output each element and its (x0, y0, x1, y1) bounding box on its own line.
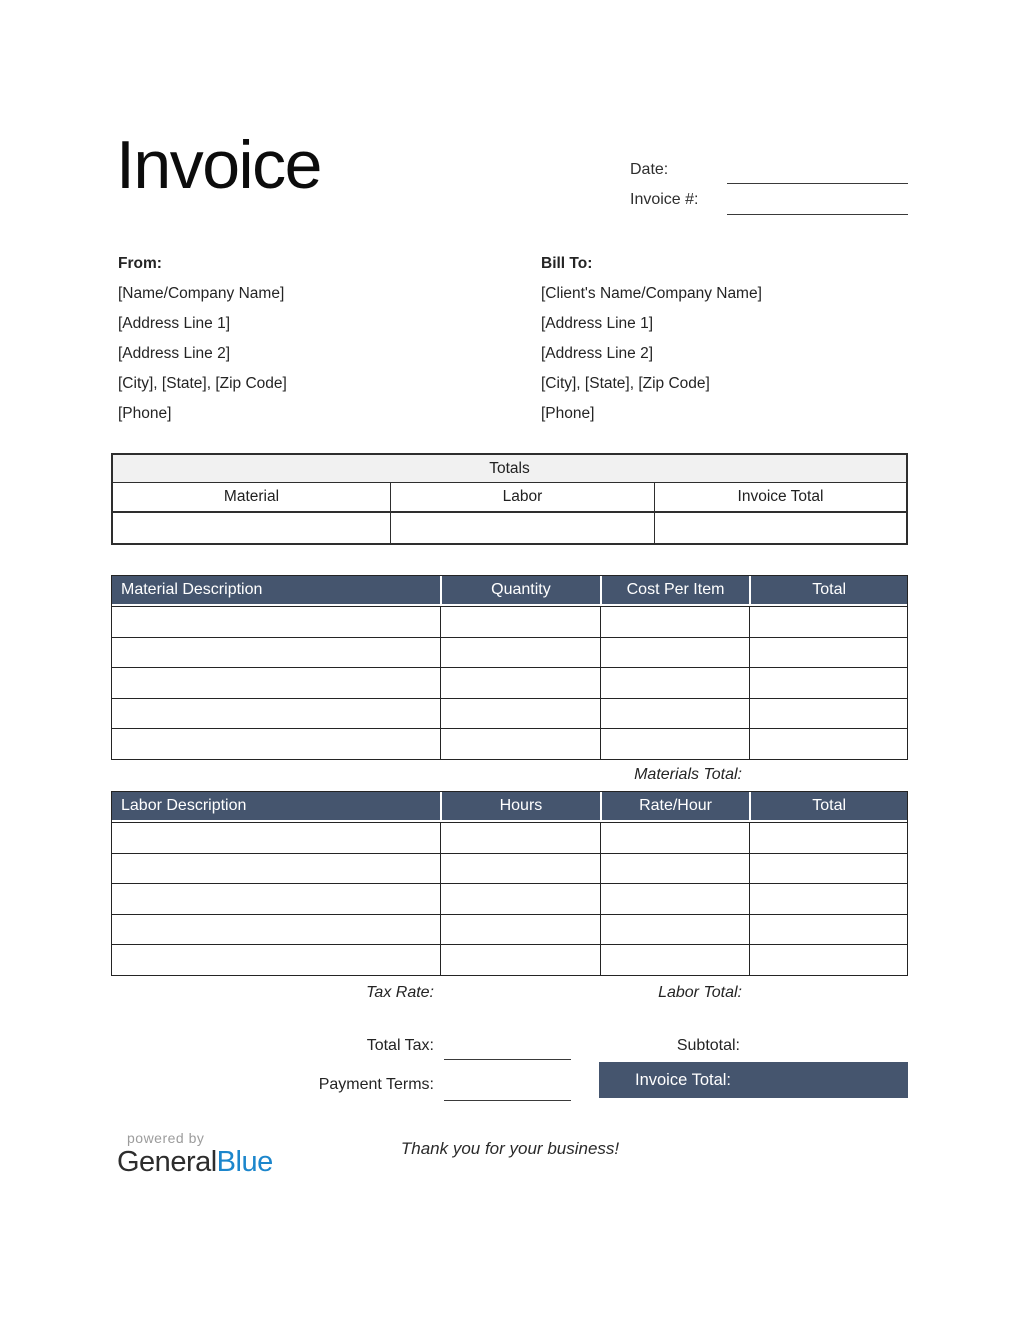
labor-rate-cell[interactable] (600, 884, 750, 914)
materials-description-cell[interactable] (112, 699, 440, 729)
date-field[interactable] (727, 183, 908, 184)
subtotal-label: Subtotal: (676, 1037, 740, 1054)
materials-table-row (112, 637, 907, 668)
from-heading: From: (118, 255, 162, 272)
labor-total-cell[interactable] (749, 945, 907, 975)
page-title: Invoice (116, 127, 321, 203)
totals-material-value-cell[interactable] (113, 513, 390, 543)
from-city-state-zip: [City], [State], [Zip Code] (118, 375, 287, 392)
labor-description-cell[interactable] (112, 854, 440, 884)
labor-total-cell[interactable] (749, 915, 907, 945)
materials-cost-cell[interactable] (600, 638, 750, 668)
materials-total-cell[interactable] (749, 699, 907, 729)
totals-table (111, 453, 908, 545)
materials-cost-cell[interactable] (600, 699, 750, 729)
labor-table (111, 791, 908, 976)
labor-hours-cell[interactable] (440, 945, 600, 975)
total-tax-label: Total Tax: (366, 1037, 434, 1054)
general-blue-logo (117, 1146, 273, 1179)
bill-to-city-state-zip: [City], [State], [Zip Code] (541, 375, 710, 392)
bill-to-address2: [Address Line 2] (541, 345, 654, 362)
labor-hours-cell[interactable] (440, 854, 600, 884)
materials-total-cell[interactable] (749, 729, 907, 759)
invoice-number-label: Invoice #: (630, 191, 699, 208)
materials-col-description: Material Description (121, 581, 263, 598)
materials-quantity-cell[interactable] (440, 668, 600, 698)
labor-hours-cell[interactable] (440, 823, 600, 853)
payment-terms-label: Payment Terms: (318, 1076, 434, 1093)
from-phone: [Phone] (118, 405, 172, 422)
from-address1: [Address Line 1] (118, 315, 231, 332)
materials-table-row (112, 698, 907, 729)
materials-cost-cell[interactable] (600, 729, 750, 759)
bill-to-heading: Bill To: (541, 255, 593, 272)
materials-quantity-cell[interactable] (440, 607, 600, 637)
labor-rate-cell[interactable] (600, 945, 750, 975)
brand-blue-text: Blue (216, 1146, 273, 1178)
materials-table-row (112, 728, 907, 759)
materials-col-quantity: Quantity (440, 576, 600, 604)
payment-terms-field[interactable] (444, 1100, 571, 1101)
materials-total-cell[interactable] (749, 638, 907, 668)
bill-to-phone: [Phone] (541, 405, 595, 422)
totals-table-title: Totals (113, 455, 906, 483)
materials-total-cell[interactable] (749, 607, 907, 637)
labor-col-total: Total (749, 792, 907, 820)
labor-col-hours: Hours (440, 792, 600, 820)
labor-rate-cell[interactable] (600, 915, 750, 945)
labor-col-rate-per-hour: Rate/Hour (600, 792, 750, 820)
labor-hours-cell[interactable] (440, 915, 600, 945)
totals-col-material: Material (223, 488, 280, 505)
totals-col-labor: Labor (390, 483, 654, 511)
labor-total-cell[interactable] (749, 854, 907, 884)
labor-total-label: Labor Total: (658, 984, 742, 1001)
labor-total-cell[interactable] (749, 823, 907, 853)
labor-rate-cell[interactable] (600, 854, 750, 884)
labor-col-description: Labor Description (121, 797, 247, 814)
materials-table (111, 575, 908, 760)
invoice-total-label: Invoice Total: (635, 1070, 732, 1089)
materials-description-cell[interactable] (112, 729, 440, 759)
labor-hours-cell[interactable] (440, 884, 600, 914)
total-tax-field[interactable] (444, 1059, 571, 1060)
invoice-total-box (599, 1062, 908, 1098)
materials-table-row (112, 667, 907, 698)
labor-table-row (112, 853, 907, 884)
materials-description-cell[interactable] (112, 668, 440, 698)
brand-general-text: General (117, 1146, 217, 1178)
labor-table-row (112, 914, 907, 945)
labor-rate-cell[interactable] (600, 823, 750, 853)
labor-description-cell[interactable] (112, 823, 440, 853)
labor-description-cell[interactable] (112, 945, 440, 975)
materials-cost-cell[interactable] (600, 668, 750, 698)
labor-table-row (112, 883, 907, 914)
materials-description-cell[interactable] (112, 638, 440, 668)
from-address2: [Address Line 2] (118, 345, 231, 362)
bill-to-block (541, 249, 762, 429)
materials-description-cell[interactable] (112, 607, 440, 637)
date-label: Date: (630, 161, 669, 178)
materials-quantity-cell[interactable] (440, 729, 600, 759)
labor-table-row (112, 944, 907, 975)
labor-description-cell[interactable] (112, 915, 440, 945)
tax-rate-label: Tax Rate: (366, 984, 434, 1001)
thank-you-message: Thank you for your business! (400, 1139, 620, 1158)
materials-cost-cell[interactable] (600, 607, 750, 637)
totals-invoice-total-value-cell[interactable] (654, 513, 906, 543)
invoice-number-field[interactable] (727, 214, 908, 215)
labor-table-row (112, 822, 907, 853)
totals-col-invoice-total: Invoice Total (654, 483, 906, 511)
labor-table-header (112, 792, 907, 822)
from-name: [Name/Company Name] (118, 285, 285, 302)
materials-col-cost-per-item: Cost Per Item (600, 576, 750, 604)
totals-labor-value-cell[interactable] (390, 513, 654, 543)
materials-table-header (112, 576, 907, 606)
materials-col-total: Total (749, 576, 907, 604)
materials-quantity-cell[interactable] (440, 638, 600, 668)
materials-table-row (112, 606, 907, 637)
bill-to-address1: [Address Line 1] (541, 315, 654, 332)
materials-total-label: Materials Total: (634, 766, 742, 783)
labor-description-cell[interactable] (112, 884, 440, 914)
powered-by-text: powered by (127, 1130, 205, 1146)
materials-quantity-cell[interactable] (440, 699, 600, 729)
from-block (118, 249, 287, 429)
materials-total-cell[interactable] (749, 668, 907, 698)
labor-total-cell[interactable] (749, 884, 907, 914)
bill-to-name: [Client's Name/Company Name] (541, 285, 762, 302)
